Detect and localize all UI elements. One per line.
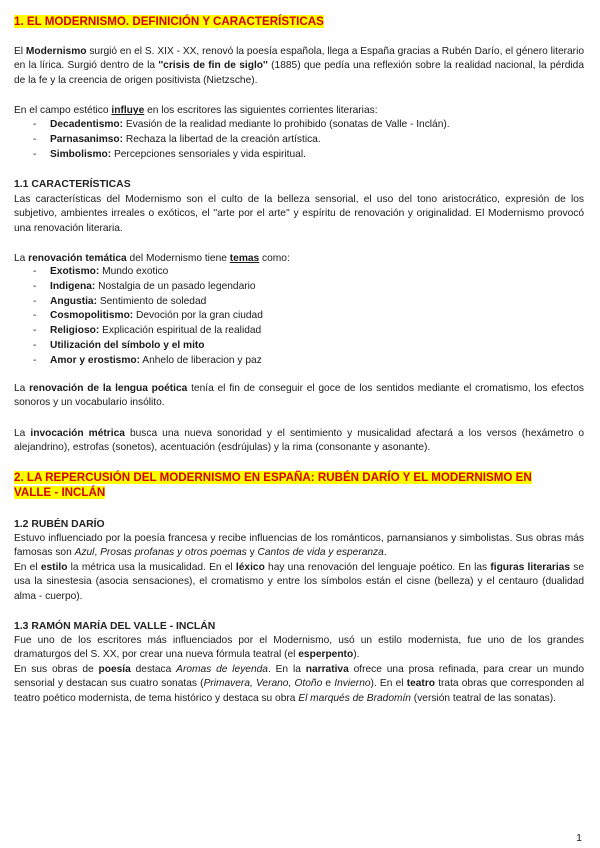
- list-desc: Sentimiento de soledad: [96, 295, 207, 307]
- caracteristicas-paragraph: Las características del Modernismo son el culto de la belleza sensorial, el uso del tono aristocrático, expresión de los subjetivo, ambientes irreales o exóticos, el ''arte por el arte'' y espíritu de renovación y originalidad. El Modernismo provocó una renovación literaria.: [14, 194, 584, 234]
- section-1-title: 1. EL MODERNISMO. DEFINICIÓN Y CARACTERÍSTICAS: [14, 15, 324, 28]
- text: e: [322, 678, 335, 690]
- text: En sus obras de: [14, 664, 99, 675]
- list-item: [14, 309, 584, 324]
- page-number: 1: [576, 832, 582, 844]
- corrientes-list: [14, 118, 584, 162]
- text: ). En el: [370, 678, 407, 690]
- list-item: [14, 265, 584, 280]
- list-desc: Mundo exotico: [99, 266, 169, 277]
- list-term: Amor y erostismo:: [50, 354, 141, 366]
- text: .: [383, 547, 387, 559]
- text: en los escritores las siguientes corrientes literarias:: [144, 105, 378, 116]
- text: En el: [14, 562, 41, 573]
- bold-text: narrativa: [305, 664, 349, 675]
- list-desc: Explicación espiritual de la realidad: [99, 325, 262, 337]
- list-item: [14, 280, 584, 295]
- bold-text: Modernismo: [25, 46, 87, 57]
- text: (1885) que pedía una reflexión sobre la realidad nacional, la pérdida de la fe y la creencia de origen positivista (Nietzsche).: [14, 60, 584, 86]
- italic-text: Azul: [74, 547, 95, 559]
- list-item: [14, 148, 584, 163]
- bold-text: figuras literarias: [490, 562, 571, 573]
- subsection-caracteristicas-title: 1.1 CARACTERÍSTICAS: [14, 179, 131, 190]
- italic-text: Primavera, Verano, Otoño: [203, 678, 323, 690]
- list-item: [14, 133, 584, 148]
- text: surgió en el S. XIX - XX, renovó la poesía española, llega a España gracias a Rubén Darío, el género literario en la lírica. Surgió dentro de la: [14, 46, 585, 72]
- italic-text: Cantos de vida y esperanza: [257, 547, 384, 559]
- list-desc: Anhelo de liberacion y paz: [140, 354, 262, 366]
- dario-paragraph-1: [14, 532, 584, 561]
- list-item: [14, 118, 584, 133]
- section-2-title-line2: VALLE - INCLÁN: [14, 486, 106, 499]
- list-desc: Rechaza la libertad de la creación artística.: [123, 133, 321, 145]
- text: Fue uno de los escritores más influenciados por el Modernismo, usó un estilo modernista, fue uno de los grandes dramaturgos del S. XX, por crear una nueva fórmula teatral (el: [14, 635, 584, 661]
- campo-estetico-paragraph: [14, 104, 584, 118]
- dario-paragraph-2: [14, 561, 584, 604]
- bold-text: teatro: [406, 678, 436, 690]
- text: La: [14, 428, 31, 439]
- bold-text: renovación temática: [28, 253, 127, 264]
- text: El: [14, 46, 26, 57]
- subsection-valle-title: 1.3 RAMÓN MARÍA DEL VALLE - INCLÁN: [14, 621, 216, 632]
- text: se usa la sinestesia (asocia sensaciones), el cromatismo y entre los símbolos están el cisne (belleza) y el centauro (dualidad alma - cuerpo).: [14, 562, 584, 602]
- section-2-title-line1: 2. LA REPERCUSIÓN DEL MODERNISMO EN ESPAÑA: RUBÉN DARÍO Y EL MODERNISMO EN: [14, 471, 532, 484]
- list-term: Exotismo:: [50, 266, 100, 277]
- text: La: [14, 383, 30, 394]
- underlined-text: temas: [229, 253, 260, 264]
- list-item: [14, 354, 584, 369]
- bold-text: invocación métrica: [30, 428, 125, 439]
- text: Estuvo influenciado por la poesía francesa y recibe influencias de los románticos, parnansianos y simbolistas. Sus obras más famosas son: [14, 533, 584, 559]
- text: (versión teatral de las sonatas).: [410, 692, 556, 704]
- list-term: Religioso:: [50, 325, 100, 337]
- list-item: [14, 295, 584, 310]
- list-term: Angustia:: [50, 295, 97, 307]
- invocacion-metrica-paragraph: [14, 427, 584, 456]
- temas-list: [14, 265, 584, 369]
- italic-text: Aromas de leyenda: [176, 664, 268, 675]
- list-term: Utilización del símbolo y el mito: [50, 339, 205, 351]
- valle-paragraph-2: [14, 663, 584, 706]
- bold-text: esperpento: [298, 649, 354, 661]
- text: . En la: [267, 664, 306, 675]
- list-term: Indigena:: [50, 280, 96, 292]
- italic-text: Invierno: [334, 678, 371, 690]
- text: como:: [259, 253, 290, 264]
- text: y: [246, 547, 258, 559]
- list-term: Parnasanimso:: [50, 133, 124, 145]
- bold-text: renovación de la lengua poética: [29, 383, 188, 394]
- bold-text: ''crisis de fin de siglo'': [158, 60, 268, 72]
- text: la métrica usa la musicalidad. En el: [67, 562, 236, 573]
- text: ).: [353, 649, 360, 661]
- text: trata obras que corresponden al teatro poético modernista, de tema histórico y destaca su obra: [14, 678, 585, 704]
- list-desc: Nostalgia de un pasado legendario: [95, 280, 256, 292]
- list-desc: Devoción por la gran ciudad: [133, 310, 263, 322]
- text: En el campo estético: [14, 105, 112, 116]
- text: tenía el fin de conseguir el goce de los sentidos mediante el cromatismo, los efectos sonoros y un vocabulario insólito.: [14, 383, 584, 409]
- text: busca una nueva sonoridad y el sentimiento y musicalidad afectará a los versos (hexámetro o alejandrino), estrofas (sonetos), acentuación (esdrújulas) y la rima (consonante y asonante).: [14, 428, 585, 454]
- lengua-poetica-paragraph: [14, 382, 584, 411]
- list-desc: Evasión de la realidad mediante lo prohibido (sonatas de Valle - Inclán).: [123, 119, 450, 130]
- bold-text: poesía: [98, 664, 131, 675]
- intro-paragraph: [14, 45, 584, 88]
- text: destaca: [130, 664, 177, 675]
- section-2-heading: [14, 470, 584, 500]
- list-item: [14, 339, 584, 354]
- section-1-heading: [14, 14, 324, 29]
- bold-text: estilo: [40, 562, 68, 573]
- list-term: Decadentismo:: [50, 119, 124, 130]
- list-term: Simbolismo:: [50, 148, 112, 160]
- valle-paragraph-1: [14, 634, 584, 663]
- list-term: Cosmopolitismo:: [50, 310, 134, 322]
- underlined-text: influye: [111, 105, 145, 116]
- text: La: [14, 253, 29, 264]
- subsection-dario-title: 1.2 RUBÉN DARÍO: [14, 519, 105, 530]
- italic-text: Prosas profanas y otros poemas: [100, 547, 247, 559]
- italic-text: El marqués de Bradomín: [298, 692, 411, 704]
- text: ofrece una prosa refinada, para crear un mundo sensorial y destacan sus cuatro sonatas (: [14, 664, 585, 690]
- list-item: [14, 324, 584, 339]
- text: hay una renovación del lenguaje poético. En las: [264, 562, 491, 573]
- list-desc: Percepciones sensoriales y vida espiritual.: [111, 148, 306, 160]
- text: ,: [94, 547, 101, 559]
- bold-text: léxico: [235, 562, 265, 573]
- text: del Modernismo tiene: [126, 253, 230, 264]
